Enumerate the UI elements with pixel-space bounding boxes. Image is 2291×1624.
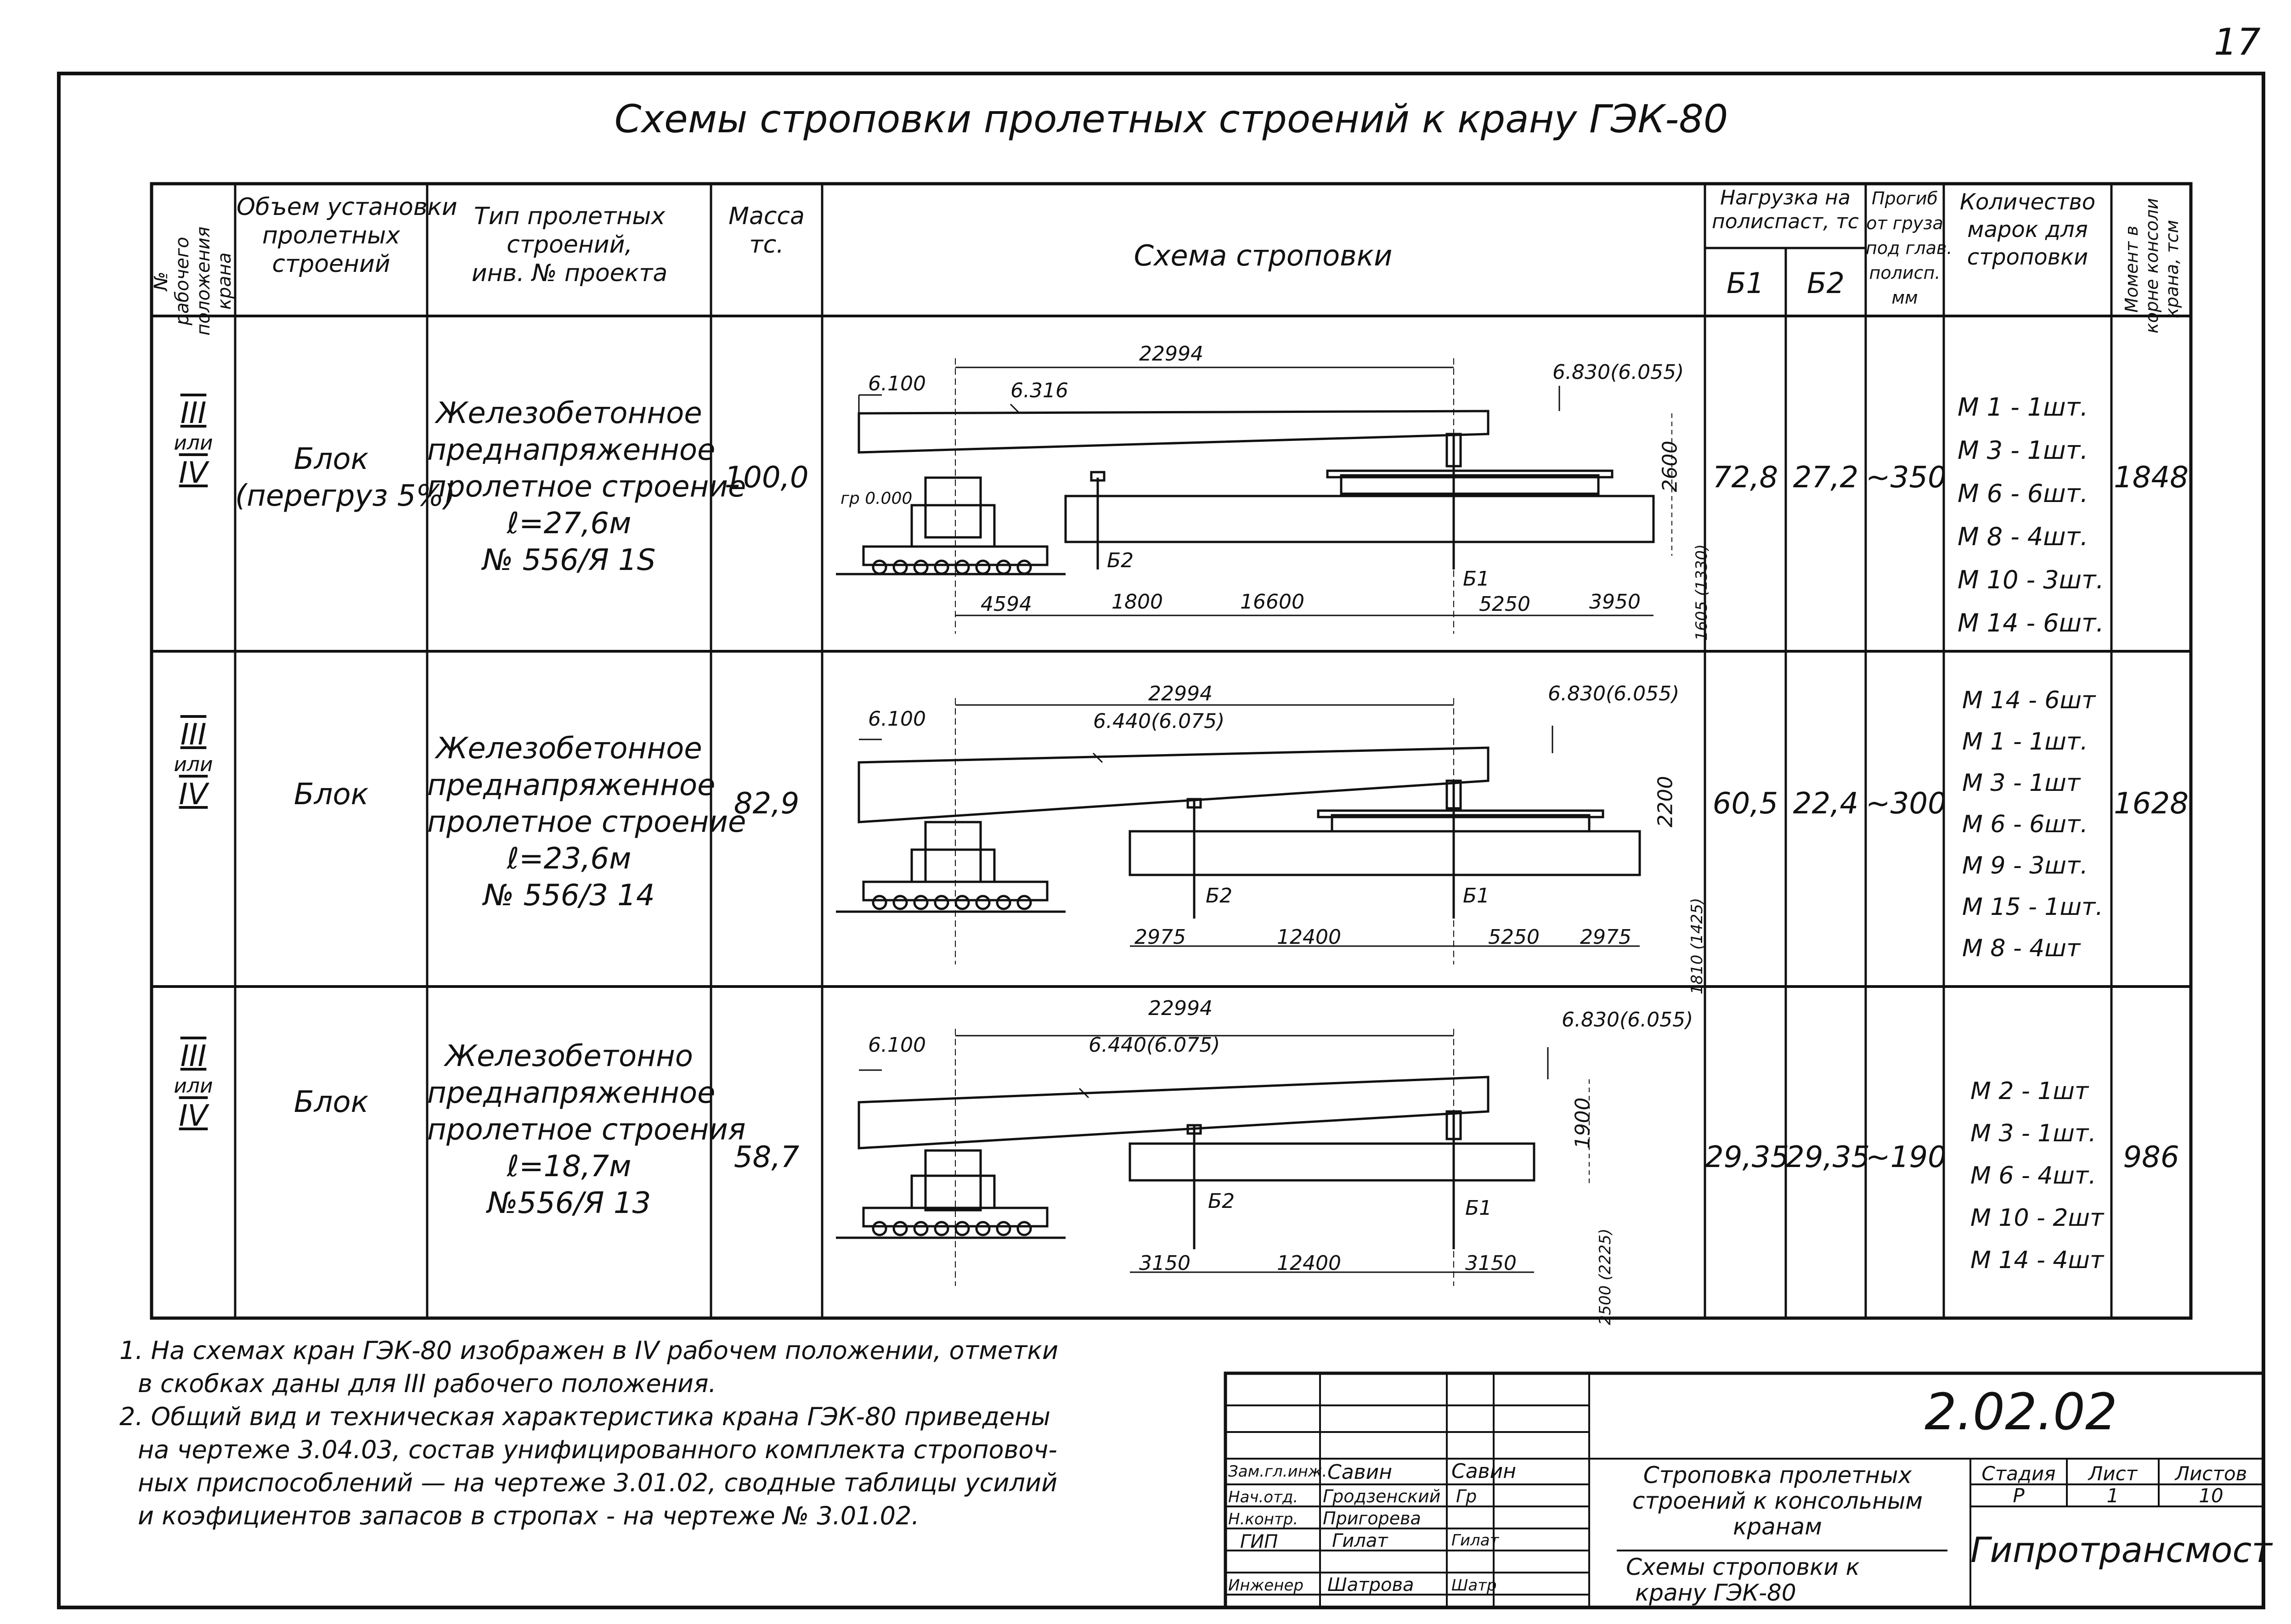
row2-top-left: 6.100	[868, 707, 926, 731]
header-marks: Количество марок для строповки	[1959, 189, 2096, 270]
row1-height: 2600	[1658, 440, 1682, 492]
scheme-2-drawing	[836, 698, 1640, 964]
header-volume: Объем установки пролетных строений	[237, 193, 457, 278]
row2-moment: 1628	[2114, 787, 2189, 821]
row3-mass: 58,7	[734, 1140, 800, 1174]
row1-dim-1: 4594	[981, 592, 1032, 616]
stamp-role-3: Н.контр.	[1228, 1510, 1298, 1528]
header-deflection: Прогиб от груза под глав. полисп. мм	[1866, 188, 1952, 308]
row3-dim-2: 12400	[1277, 1252, 1341, 1275]
row3-top-right: 6.830(6.055)	[1562, 1008, 1693, 1032]
row3-deflection: ~190	[1866, 1140, 1947, 1174]
row3-b2-label: Б2	[1208, 1190, 1235, 1213]
row3-b1: 29,35	[1705, 1140, 1789, 1174]
stamp-doc-title: Строповка пролетных строений к консольным кранам	[1632, 1462, 1923, 1540]
row3-dim-1: 3150	[1139, 1252, 1191, 1275]
row3-top-mid: 6.440(6.075)	[1089, 1033, 1220, 1057]
header-b1: Б1	[1727, 266, 1764, 300]
row3-moment: 986	[2123, 1140, 2179, 1174]
row3-position: III или IV	[174, 1039, 213, 1133]
row1-dim-5: 3950	[1589, 590, 1641, 614]
header-position: № рабочего положения крана	[151, 226, 235, 336]
row1-dim-4: 5250	[1479, 592, 1530, 616]
row1-side: 1605 (1330)	[1693, 544, 1711, 641]
row2-volume: Блок	[293, 778, 369, 812]
row2-dim-2: 12400	[1277, 925, 1341, 949]
row2-deflection: ~300	[1866, 787, 1947, 821]
row3-height: 1900	[1571, 1097, 1595, 1149]
stamp-stage-label: Стадия	[1981, 1462, 2056, 1485]
header-mass: Масса тс.	[728, 203, 805, 259]
row2-side: 1810 (1425)	[1688, 897, 1707, 995]
stamp-stage: Р	[2013, 1484, 2025, 1507]
stamp-sign-4: Гилат	[1451, 1531, 1499, 1550]
stamp-sheet-label: Лист	[2088, 1462, 2138, 1485]
row2-span: 22994	[1148, 682, 1213, 705]
stamp-name-4: Гилат	[1332, 1530, 1388, 1551]
row1-b2: 27,2	[1793, 461, 1859, 495]
stamp-sign-2: Гр	[1456, 1486, 1477, 1506]
row1-dim-3: 16600	[1240, 590, 1304, 614]
row1-span: 22994	[1139, 342, 1203, 366]
stamp-name-3: Пригорева	[1323, 1508, 1421, 1528]
stamp-sign-1: Савин	[1451, 1460, 1516, 1483]
row3-b2: 29,35	[1786, 1140, 1870, 1174]
notes: 1. На схемах кран ГЭК-80 изображен в IV рабочем положении, отметки в скобках даны для III рабочего положения. 2. Общий вид и техническая характеристика крана ГЭК-80 приведены на чертеже 3.04.03, состав унифицированного комплекта строповоч- ных приспособлений — на чертеже 3.01.02, сводные таблицы усилий и коэфициентов запасов в стропах - на чертеже № 3.01.02.	[119, 1336, 1059, 1530]
row2-position: III или IV	[174, 718, 213, 812]
stamp-name-2: Гродзенский	[1323, 1486, 1441, 1506]
row1-top-right: 6.830(6.055)	[1552, 361, 1684, 384]
row3-marks: М 2 - 1шт М 3 - 1шт. М 6 - 4шт. М 10 - 2шт М 14 - 4шт	[1970, 1077, 2104, 1274]
row2-marks: М 14 - 6шт М 1 - 1шт. М 3 - 1шт М 6 - 6шт. М 9 - 3шт. М 15 - 1шт. М 8 - 4шт	[1962, 687, 2103, 962]
row1-b1: 72,8	[1712, 461, 1778, 495]
row3-type: Железобетонно преднапряженное пролетное строения ℓ=18,7м №556/Я 13	[427, 1039, 746, 1220]
stamp-role-4: ГИП	[1240, 1531, 1278, 1552]
stamp-sheet-title: Схемы строповки к крану ГЭК-80	[1626, 1554, 1860, 1606]
stamp-org: Гипротрансмост	[1970, 1529, 2272, 1570]
stamp-role-2: Нач.отд.	[1228, 1488, 1298, 1506]
row2-dim-4: 2975	[1580, 925, 1631, 949]
row2-b1-label: Б1	[1463, 884, 1490, 908]
header-scheme: Схема строповки	[1134, 239, 1393, 272]
row3-side: 2500 (2225)	[1596, 1228, 1615, 1325]
scheme-3-drawing	[836, 1029, 1589, 1286]
stamp-sheets: 10	[2199, 1484, 2223, 1507]
row1-b1-label: Б1	[1463, 567, 1490, 591]
row3-dim-3: 3150	[1465, 1252, 1517, 1275]
row3-b1-label: Б1	[1465, 1196, 1492, 1220]
stamp-code: 2.02.02	[1924, 1382, 2117, 1441]
header-moment: Момент в корне консоли крана, тсм	[2122, 198, 2182, 333]
row1-top-left: 6.100	[868, 372, 926, 395]
row1-b2-label: Б2	[1107, 549, 1134, 572]
row1-moment: 1848	[2114, 461, 2189, 495]
row2-top-mid: 6.440(6.075)	[1093, 710, 1225, 733]
row1-volume: Блок (перегруз 5%)	[235, 442, 456, 513]
row1-mass: 100,0	[724, 461, 809, 495]
row2-dim-3: 5250	[1488, 925, 1540, 949]
stamp-role-5: Инженер	[1228, 1576, 1304, 1595]
stamp-role-1: Зам.гл.инж.	[1228, 1462, 1327, 1481]
row2-b2-label: Б2	[1206, 884, 1233, 908]
row1-ground: гр 0.000	[841, 489, 913, 508]
stamp-sheet: 1	[2106, 1484, 2119, 1507]
row1-dim-2: 1800	[1112, 590, 1163, 614]
row2-height: 2200	[1653, 776, 1677, 828]
row1-deflection: ~350	[1866, 461, 1947, 495]
stamp-name-1: Савин	[1327, 1460, 1392, 1484]
row3-volume: Блок	[293, 1085, 369, 1119]
page-title: Схемы строповки пролетных строений к крану ГЭК-80	[614, 96, 1728, 141]
row2-top-right: 6.830(6.055)	[1548, 682, 1680, 705]
row3-span: 22994	[1148, 997, 1213, 1020]
row1-position: III или IV	[174, 396, 213, 490]
row1-marks: М 1 - 1шт. М 3 - 1шт. М 6 - 6шт. М 8 - 4шт. М 10 - 3шт. М 14 - 6шт.	[1958, 393, 2104, 637]
row2-b1: 60,5	[1712, 787, 1778, 821]
row2-mass: 82,9	[734, 787, 800, 821]
row1-type: Железобетонное преднапряженное пролетное строение ℓ=27,6м № 556/Я 1S	[427, 396, 746, 577]
stamp-sheets-label: Листов	[2175, 1462, 2247, 1485]
header-type: Тип пролетных строений, инв. № проекта	[471, 203, 668, 287]
header-load: Нагрузка на полиспаст, тс	[1712, 186, 1859, 233]
page-number: 17	[2214, 21, 2261, 63]
row2-dim-1: 2975	[1134, 925, 1186, 949]
row2-type: Железобетонное преднапряженное пролетное строение ℓ=23,6м № 556/3 14	[427, 732, 746, 913]
stamp-sign-5: Шатр	[1451, 1576, 1497, 1595]
row3-top-left: 6.100	[868, 1033, 926, 1057]
row1-top-mid: 6.316	[1010, 379, 1068, 402]
header-b2: Б2	[1807, 266, 1845, 300]
row2-b2: 22,4	[1793, 787, 1859, 821]
stamp-name-5: Шатрова	[1327, 1574, 1414, 1596]
